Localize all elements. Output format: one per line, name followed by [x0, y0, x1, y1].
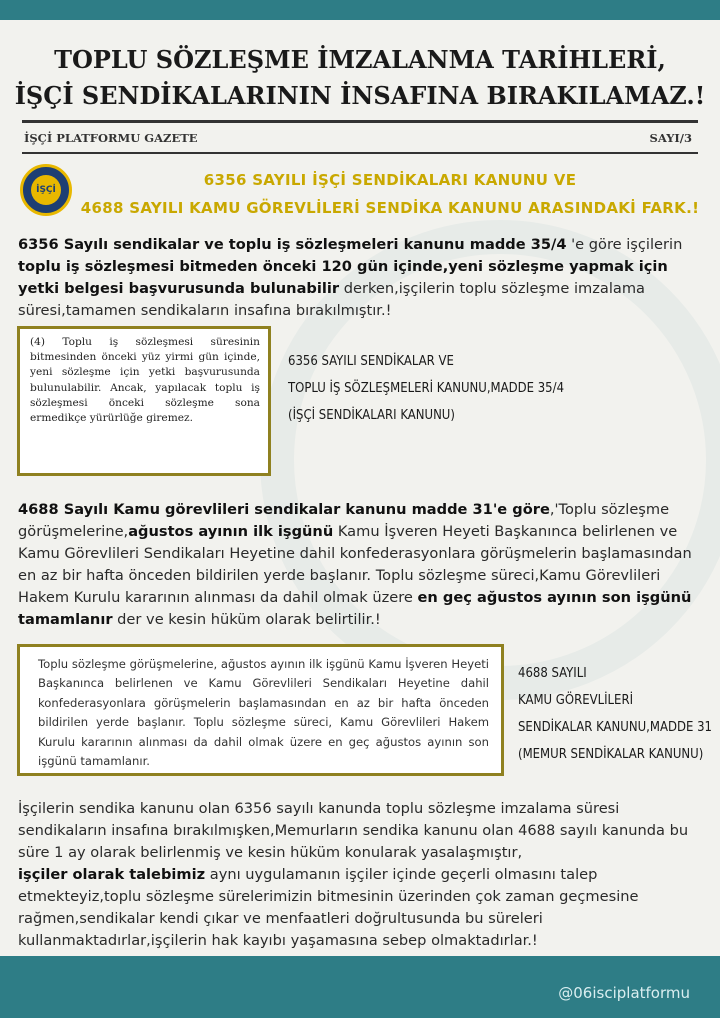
para2-text-1: ,'Toplu sözleşme görüşmelerine, — [18, 501, 670, 540]
para3-text-2: aynı uygulamanın işçiler içinde geçerli olmasını talep etmekteyiz,toplu sözleşme sürelerimizin bitmesinin üzerinden çok zaman geçmesine rağmen,sendikalar kendi çıkar ve menfaatleri doğrultusunda bu süreleri kullanmaktadırlar,işçilerin hak kayıbı yaşamasına sebep olmaktadırlar.! — [18, 866, 639, 949]
para3-bold-1: işçiler olarak talebimiz — [18, 866, 206, 883]
header-rule-bottom — [22, 152, 698, 154]
para2-bold-1: 4688 Sayılı Kamu görevlileri sendikalar kanunu madde 31'e göre — [18, 501, 550, 518]
title-line-2: İŞÇİ SENDİKALARININ İNSAFINA BIRAKILAMAZ.! — [14, 81, 706, 110]
caption-6356 — [288, 348, 564, 429]
paragraph-conclusion — [18, 798, 708, 952]
top-banner — [0, 0, 720, 20]
logo-text: İŞÇİ — [31, 175, 61, 205]
bottom-banner — [0, 956, 720, 1018]
gazete-name: İŞÇİ PLATFORMU GAZETE — [24, 131, 198, 145]
para2-bold-3: en geç ağustos ayının son işgünü tamamlanır — [18, 589, 692, 628]
para2-bold-2: ağustos ayının ilk işgünü — [128, 523, 334, 540]
para2-text-3: der ve kesin hüküm olarak belirtilir.! — [112, 611, 381, 628]
law-excerpt-4688: Toplu sözleşme görüşmelerine, ağustos ayının ilk işgünü Kamu İşveren Heyeti Başkanınca belirlenen ve Kamu Görevlileri Sendikaları Heyetine dahil konfederasyonlara görüşmelerin başlamasından en az bir hafta önceden bildirilen yerde başlanır. Toplu sözleşme süreci, Kamu Görevlileri Hakem Kurulu kararının alınması da dahil olmak üzere en geç ağustos ayının son işgünü tamamlanır. — [17, 644, 504, 776]
header-rule-top — [22, 120, 698, 123]
page-title — [0, 42, 720, 114]
caption1-line-1: 6356 SAYILI SENDİKALAR VE — [288, 354, 454, 369]
section-subtitle — [80, 166, 700, 222]
para3-text-1: İşçilerin sendika kanunu olan 6356 sayılı kanunda toplu sözleşme imzalama süresi sendikaların insafına bırakılmışken,Memurların sendika kanunu olan 4688 sayılı kanunda bu süre 1 ay olarak belirlenmiş ve kesin hüküm konularak yasalaşmıştır, — [18, 800, 689, 861]
subtitle-line-1: 6356 SAYILI İŞÇİ SENDİKALARI KANUNU VE — [203, 171, 577, 189]
caption2-line-3: SENDİKALAR KANUNU,MADDE 31 — [518, 720, 712, 735]
social-handle[interactable]: @06isciplatformu — [558, 984, 690, 1002]
caption2-line-2: KAMU GÖREVLİLERİ — [518, 693, 634, 708]
issue-number: SAYI/3 — [649, 131, 692, 145]
isci-platformu-logo — [20, 164, 72, 216]
para1-bold-2: toplu iş sözleşmesi bitmeden önceki 120 gün içinde,yeni sözleşme yapmak için yetki belgesi başvurusunda bulunabilir — [18, 258, 668, 297]
caption2-line-1: 4688 SAYILI — [518, 666, 587, 681]
caption-4688 — [518, 660, 712, 768]
law-excerpt-6356: (4) Toplu iş sözleşmesi süresinin bitmesinden önceki yüz yirmi gün içinde, yeni sözleşme için yetki başvurusunda bulunulabilir. Ancak, yapılacak toplu iş sözleşmesi önceki sözleşme sona ermedikçe yürürlüğe giremez. — [17, 326, 271, 476]
para1-text-2: derken,işçilerin toplu sözleşme imzalama süresi,tamamen sendikaların insafına bırakılmıştır.! — [18, 280, 646, 319]
caption1-line-3: (İŞÇİ SENDİKALARI KANUNU) — [288, 408, 455, 423]
caption1-line-2: TOPLU İŞ SÖZLEŞMELERİ KANUNU,MADDE 35/4 — [288, 381, 565, 396]
caption2-line-4: (MEMUR SENDİKALAR KANUNU) — [518, 747, 704, 762]
para1-text-1: 'e göre işçilerin — [566, 236, 683, 253]
para1-bold-1: 6356 Sayılı sendikalar ve toplu iş sözleşmeleri kanunu madde 35/4 — [18, 236, 567, 253]
paragraph-6356 — [18, 234, 708, 322]
subtitle-line-2: 4688 SAYILI KAMU GÖREVLİLERİ SENDİKA KANUNU ARASINDAKİ FARK.! — [80, 199, 700, 217]
paragraph-4688 — [18, 499, 708, 631]
para2-text-2: Kamu İşveren Heyeti Başkanınca belirlenen ve Kamu Görevlileri Sendikaları Heyetine dahil konfederasyonlara görüşmelerin başlamasından en az bir hafta önceden bildirilen yerde başlanır. Toplu sözleşme süreci,Kamu Görevlileri Hakem Kurulu kararının alınması da dahil olmak üzere — [18, 523, 692, 606]
title-line-1: TOPLU SÖZLEŞME İMZALANMA TARİHLERİ, — [54, 45, 666, 74]
